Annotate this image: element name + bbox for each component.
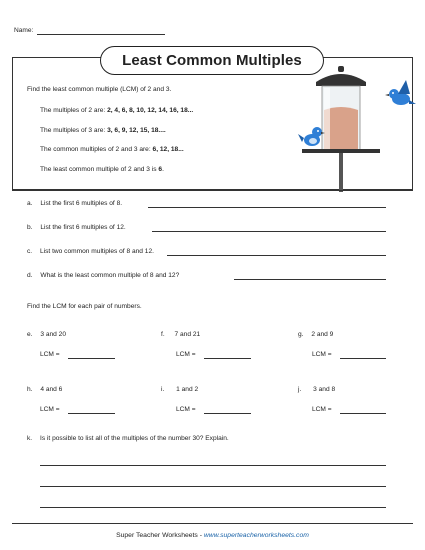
lcm-label-f: LCM = bbox=[176, 351, 196, 358]
pair-letter: g. bbox=[298, 331, 304, 338]
pair-e bbox=[27, 331, 66, 338]
pair-letter: i. bbox=[161, 386, 165, 393]
pair-f bbox=[161, 331, 200, 338]
example-line-3 bbox=[40, 146, 184, 153]
question-c bbox=[27, 248, 154, 255]
footer-url[interactable]: www.superteacherworksheets.com bbox=[203, 532, 309, 539]
example-line-1-values: 2, 4, 6, 8, 10, 12, 14, 16, 18... bbox=[107, 107, 194, 114]
answer-line-a[interactable] bbox=[148, 207, 386, 208]
pair-letter: e. bbox=[27, 331, 33, 338]
pair-h bbox=[27, 386, 62, 393]
example-line-2 bbox=[40, 127, 166, 134]
lcm-label-j: LCM = bbox=[312, 406, 332, 413]
lcm-answer-g[interactable] bbox=[340, 358, 386, 359]
page-title: Least Common Multiples bbox=[100, 46, 324, 75]
lcm-answer-j[interactable] bbox=[340, 413, 386, 414]
example-line-1-prefix: The multiples of 2 are: bbox=[40, 107, 106, 114]
answer-line-b[interactable] bbox=[152, 231, 386, 232]
example-line-2-values: 3, 6, 9, 12, 15, 18.... bbox=[107, 127, 166, 134]
answer-line-k-3[interactable] bbox=[40, 507, 386, 508]
pair-letter: j. bbox=[298, 386, 302, 393]
pair-text: 2 and 9 bbox=[311, 331, 334, 338]
example-line-4-values: 6 bbox=[158, 166, 163, 173]
question-text: List the first 6 multiples of 8. bbox=[40, 200, 123, 207]
lcm-label-i: LCM = bbox=[176, 406, 196, 413]
question-text: List the first 6 multiples of 12. bbox=[40, 224, 126, 231]
footer-separator: - bbox=[197, 532, 204, 539]
name-field[interactable] bbox=[37, 34, 165, 35]
divider-top bbox=[12, 190, 413, 191]
question-letter: c. bbox=[27, 248, 33, 255]
question-b bbox=[27, 224, 126, 231]
divider-bottom bbox=[12, 523, 413, 524]
question-letter: b. bbox=[27, 224, 33, 231]
question-text: Is it possible to list all of the multiples of the number 30? Explain. bbox=[39, 435, 229, 442]
answer-line-d[interactable] bbox=[234, 279, 386, 280]
example-intro: Find the least common multiple (LCM) of 2 and 3. bbox=[27, 86, 172, 93]
footer bbox=[0, 532, 425, 539]
pair-j bbox=[298, 386, 335, 393]
lcm-label-h: LCM = bbox=[40, 406, 60, 413]
lcm-label-g: LCM = bbox=[312, 351, 332, 358]
answer-line-c[interactable] bbox=[167, 255, 386, 256]
pair-i bbox=[161, 386, 198, 393]
question-text: List two common multiples of 8 and 12. bbox=[39, 248, 154, 255]
feeder-roof bbox=[316, 74, 366, 86]
feeder-tray bbox=[302, 149, 380, 153]
pair-text: 4 and 6 bbox=[40, 386, 63, 393]
bird-feeder-illustration bbox=[288, 64, 418, 192]
lcm-answer-f[interactable] bbox=[204, 358, 251, 359]
lcm-label-e: LCM = bbox=[40, 351, 60, 358]
question-d bbox=[27, 272, 179, 279]
question-letter: k. bbox=[27, 435, 33, 442]
bird-flying-icon bbox=[385, 80, 416, 105]
example-line-3-values: 6, 12, 18... bbox=[152, 146, 184, 153]
lcm-instruction: Find the LCM for each pair of numbers. bbox=[27, 303, 142, 310]
example-line-4 bbox=[40, 166, 164, 173]
example-line-1 bbox=[40, 107, 193, 114]
answer-line-k-2[interactable] bbox=[40, 486, 386, 487]
pair-text: 3 and 8 bbox=[313, 386, 336, 393]
name-label: Name: bbox=[14, 27, 34, 34]
pair-g bbox=[298, 331, 333, 338]
bird-perched-icon bbox=[298, 127, 325, 146]
feeder-pole bbox=[339, 152, 343, 192]
answer-line-k-1[interactable] bbox=[40, 465, 386, 466]
pair-letter: f. bbox=[161, 331, 165, 338]
question-k bbox=[27, 435, 229, 442]
pair-text: 1 and 2 bbox=[176, 386, 199, 393]
question-letter: a. bbox=[27, 200, 33, 207]
example-line-2-prefix: The multiples of 3 are: bbox=[40, 127, 106, 134]
lcm-answer-e[interactable] bbox=[68, 358, 115, 359]
question-a bbox=[27, 200, 122, 207]
example-line-4-prefix: The least common multiple of 2 and 3 is bbox=[40, 166, 157, 173]
question-letter: d. bbox=[27, 272, 33, 279]
example-line-4-suffix: . bbox=[162, 166, 164, 173]
lcm-answer-h[interactable] bbox=[68, 413, 115, 414]
question-text: What is the least common multiple of 8 and 12? bbox=[40, 272, 180, 279]
example-line-3-prefix: The common multiples of 2 and 3 are: bbox=[40, 146, 151, 153]
pair-letter: h. bbox=[27, 386, 33, 393]
lcm-answer-i[interactable] bbox=[204, 413, 251, 414]
pair-text: 3 and 20 bbox=[40, 331, 67, 338]
footer-brand: Super Teacher Worksheets bbox=[116, 532, 198, 539]
pair-text: 7 and 21 bbox=[174, 331, 201, 338]
